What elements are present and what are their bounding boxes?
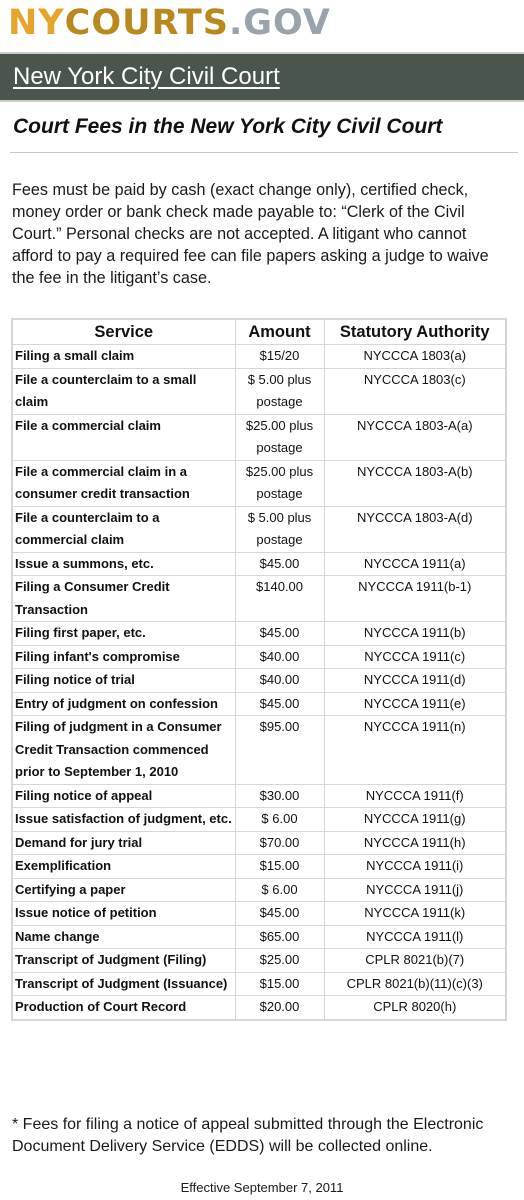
amount-cell: $45.00 bbox=[235, 552, 324, 576]
amount-cell: $30.00 bbox=[235, 784, 324, 808]
authority-cell: CPLR 8021(b)(7) bbox=[324, 949, 506, 973]
table-row bbox=[12, 345, 506, 369]
authority-cell: CPLR 8021(b)(11)(c)(3) bbox=[324, 972, 506, 996]
amount-cell: $40.00 bbox=[235, 645, 324, 669]
table-row bbox=[12, 784, 506, 808]
authority-cell: NYCCCA 1911(j) bbox=[324, 878, 506, 902]
table-row bbox=[12, 808, 506, 832]
amount-cell: $15.00 bbox=[235, 972, 324, 996]
authority-cell: NYCCCA 1911(i) bbox=[324, 855, 506, 879]
amount-cell: $15.00 bbox=[235, 855, 324, 879]
amount-cell: $20.00 bbox=[235, 996, 324, 1020]
header-authority: Statutory Authority bbox=[324, 319, 506, 345]
service-cell: Demand for jury trial bbox=[12, 831, 235, 855]
amount-cell: $140.00 bbox=[235, 576, 324, 622]
service-cell: Issue a summons, etc. bbox=[12, 552, 235, 576]
authority-cell: NYCCCA 1803-A(b) bbox=[324, 460, 506, 506]
amount-cell: $ 5.00 plus postage bbox=[235, 368, 324, 414]
service-cell: File a counterclaim to a small claim bbox=[12, 368, 235, 414]
nycourts-logo[interactable] bbox=[0, 0, 524, 46]
service-cell: Exemplification bbox=[12, 855, 235, 879]
amount-cell: $ 6.00 bbox=[235, 808, 324, 832]
service-cell: Filing a Consumer Credit Transaction bbox=[12, 576, 235, 622]
table-row bbox=[12, 855, 506, 879]
authority-cell: NYCCCA 1911(h) bbox=[324, 831, 506, 855]
service-cell: File a commercial claim bbox=[12, 414, 235, 460]
table-row bbox=[12, 576, 506, 622]
service-cell: Filing of judgment in a Consumer Credit Transaction commenced prior to September 1, 2010 bbox=[12, 716, 235, 785]
header-amount: Amount bbox=[235, 319, 324, 345]
authority-cell: NYCCCA 1803-A(a) bbox=[324, 414, 506, 460]
amount-cell: $40.00 bbox=[235, 669, 324, 693]
amount-cell: $ 5.00 plus postage bbox=[235, 506, 324, 552]
logo-ny: NY bbox=[8, 3, 65, 43]
authority-cell: NYCCCA 1911(f) bbox=[324, 784, 506, 808]
amount-cell: $70.00 bbox=[235, 831, 324, 855]
service-cell: Filing notice of appeal bbox=[12, 784, 235, 808]
service-cell: Transcript of Judgment (Filing) bbox=[12, 949, 235, 973]
amount-cell: $25.00 plus postage bbox=[235, 460, 324, 506]
amount-cell: $45.00 bbox=[235, 692, 324, 716]
authority-cell: NYCCCA 1911(e) bbox=[324, 692, 506, 716]
authority-cell: NYCCCA 1911(b) bbox=[324, 622, 506, 646]
service-cell: Filing infant's compromise bbox=[12, 645, 235, 669]
amount-cell: $25.00 plus postage bbox=[235, 414, 324, 460]
service-cell: Production of Court Record bbox=[12, 996, 235, 1020]
table-row bbox=[12, 925, 506, 949]
table-row bbox=[12, 368, 506, 414]
service-cell: Entry of judgment on confession bbox=[12, 692, 235, 716]
title-divider bbox=[10, 152, 518, 153]
service-cell: Certifying a paper bbox=[12, 878, 235, 902]
logo-courts: COURTS bbox=[64, 3, 229, 43]
service-cell: Name change bbox=[12, 925, 235, 949]
court-home-link[interactable]: New York City Civil Court bbox=[13, 63, 280, 90]
header-service: Service bbox=[12, 319, 235, 345]
service-cell: File a commercial claim in a consumer credit transaction bbox=[12, 460, 235, 506]
service-cell: Filing first paper, etc. bbox=[12, 622, 235, 646]
table-row bbox=[12, 831, 506, 855]
service-cell: Issue notice of petition bbox=[12, 902, 235, 926]
table-row bbox=[12, 414, 506, 460]
court-header-bar bbox=[0, 52, 524, 102]
amount-cell: $ 6.00 bbox=[235, 878, 324, 902]
table-row bbox=[12, 878, 506, 902]
service-cell: File a counterclaim to a commercial claim bbox=[12, 506, 235, 552]
amount-cell: $15/20 bbox=[235, 345, 324, 369]
service-cell: Issue satisfaction of judgment, etc. bbox=[12, 808, 235, 832]
authority-cell: CPLR 8020(h) bbox=[324, 996, 506, 1020]
table-row bbox=[12, 669, 506, 693]
service-cell: Filing notice of trial bbox=[12, 669, 235, 693]
logo-gov: GOV bbox=[243, 3, 331, 43]
authority-cell: NYCCCA 1911(n) bbox=[324, 716, 506, 785]
table-row bbox=[12, 716, 506, 785]
authority-cell: NYCCCA 1803(c) bbox=[324, 368, 506, 414]
amount-cell: $45.00 bbox=[235, 902, 324, 926]
fees-table-body bbox=[12, 345, 506, 1020]
table-row bbox=[12, 622, 506, 646]
amount-cell: $45.00 bbox=[235, 622, 324, 646]
table-row bbox=[12, 902, 506, 926]
table-row bbox=[12, 506, 506, 552]
footnote: * Fees for filing a notice of appeal submitted through the Electronic Document Delivery Service (EDDS) will be collected online. bbox=[12, 1116, 484, 1155]
service-cell: Transcript of Judgment (Issuance) bbox=[12, 972, 235, 996]
authority-cell: NYCCCA 1911(l) bbox=[324, 925, 506, 949]
authority-cell: NYCCCA 1911(b-1) bbox=[324, 576, 506, 622]
logo-dot: . bbox=[228, 3, 244, 43]
table-row bbox=[12, 645, 506, 669]
authority-cell: NYCCCA 1803-A(d) bbox=[324, 506, 506, 552]
table-row bbox=[12, 460, 506, 506]
amount-cell: $65.00 bbox=[235, 925, 324, 949]
authority-cell: NYCCCA 1803(a) bbox=[324, 345, 506, 369]
amount-cell: $95.00 bbox=[235, 716, 324, 785]
effective-date: Effective September 7, 2011 bbox=[180, 1180, 344, 1195]
amount-cell: $25.00 bbox=[235, 949, 324, 973]
table-row bbox=[12, 949, 506, 973]
authority-cell: NYCCCA 1911(c) bbox=[324, 645, 506, 669]
intro-paragraph: Fees must be paid by cash (exact change only), certified check, money order or bank check made payable to: “Clerk of the Civil Court.” Personal checks are not accepted. A litigant who cannot afford to pay a required fee can file papers asking a judge to waive the fee in the litigant’s case. bbox=[12, 181, 489, 287]
table-row bbox=[12, 972, 506, 996]
authority-cell: NYCCCA 1911(d) bbox=[324, 669, 506, 693]
page-title: Court Fees in the New York City Civil Court bbox=[13, 115, 443, 138]
table-header-row bbox=[12, 319, 506, 345]
authority-cell: NYCCCA 1911(g) bbox=[324, 808, 506, 832]
authority-cell: NYCCCA 1911(k) bbox=[324, 902, 506, 926]
table-row bbox=[12, 996, 506, 1020]
authority-cell: NYCCCA 1911(a) bbox=[324, 552, 506, 576]
service-cell: Filing a small claim bbox=[12, 345, 235, 369]
table-row bbox=[12, 552, 506, 576]
table-row bbox=[12, 692, 506, 716]
fees-table bbox=[11, 318, 507, 1021]
